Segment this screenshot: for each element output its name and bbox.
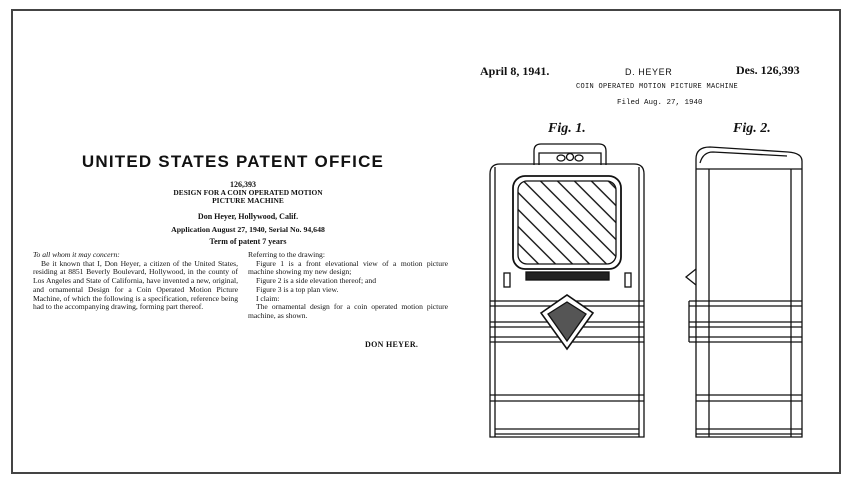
signature: DON HEYER. [365, 340, 419, 349]
figure-3-description: Figure 3 is a top plan view. [256, 284, 339, 294]
design-number: Des. 126,393 [736, 63, 800, 77]
application-line: Application August 27, 1940, Serial No. 94,648 [171, 225, 325, 234]
salutation: To all whom it may concern: [33, 250, 120, 259]
claim-label: I claim: [256, 293, 280, 303]
specification-body: Be it known that I, Don Heyer, a citizen of the United States, residing at 8851 Beverly Boulevard, Hollywood, in the county of Los Angeles and State of California, have invented a new, original, and ornamental Design for a Coin Operated Motion Picture Machine, of which the following is a specification, reference being had to the accompanying drawing, forming part thereof. [33, 258, 238, 312]
figure-2-side-view [686, 147, 802, 437]
patent-drawings [13, 11, 841, 474]
patent-document [11, 9, 841, 474]
drawing-title: COIN OPERATED MOTION PICTURE MACHINE [576, 83, 739, 91]
figure-1-label: Fig. 1. [548, 121, 586, 136]
drawing-reference: Referring to the drawing: [248, 250, 325, 259]
filed-date: Filed Aug. 27, 1940 [617, 99, 703, 107]
drawing-inventor: D. HEYER [625, 67, 673, 77]
patent-number: 126,393 [230, 180, 256, 189]
figure-2-label: Fig. 2. [733, 121, 771, 136]
figure-1-front-view [490, 144, 644, 437]
claim-text: The ornamental design for a coin operated motion picture machine, as shown. [248, 302, 448, 320]
patent-office-heading: UNITED STATES PATENT OFFICE [81, 152, 385, 171]
drawing-date: April 8, 1941. [480, 64, 550, 78]
figure-2-description: Figure 2 is a side elevation thereof; and [256, 276, 376, 286]
figure-1-description: Figure 1 is a front elevational view of a motion picture machine showing my new design; [248, 258, 448, 277]
inventor-line: Don Heyer, Hollywood, Calif. [197, 212, 299, 221]
term-line: Term of patent 7 years [209, 237, 287, 246]
design-title: DESIGN FOR A COIN OPERATED MOTION PICTURE MACHINE [173, 188, 323, 205]
